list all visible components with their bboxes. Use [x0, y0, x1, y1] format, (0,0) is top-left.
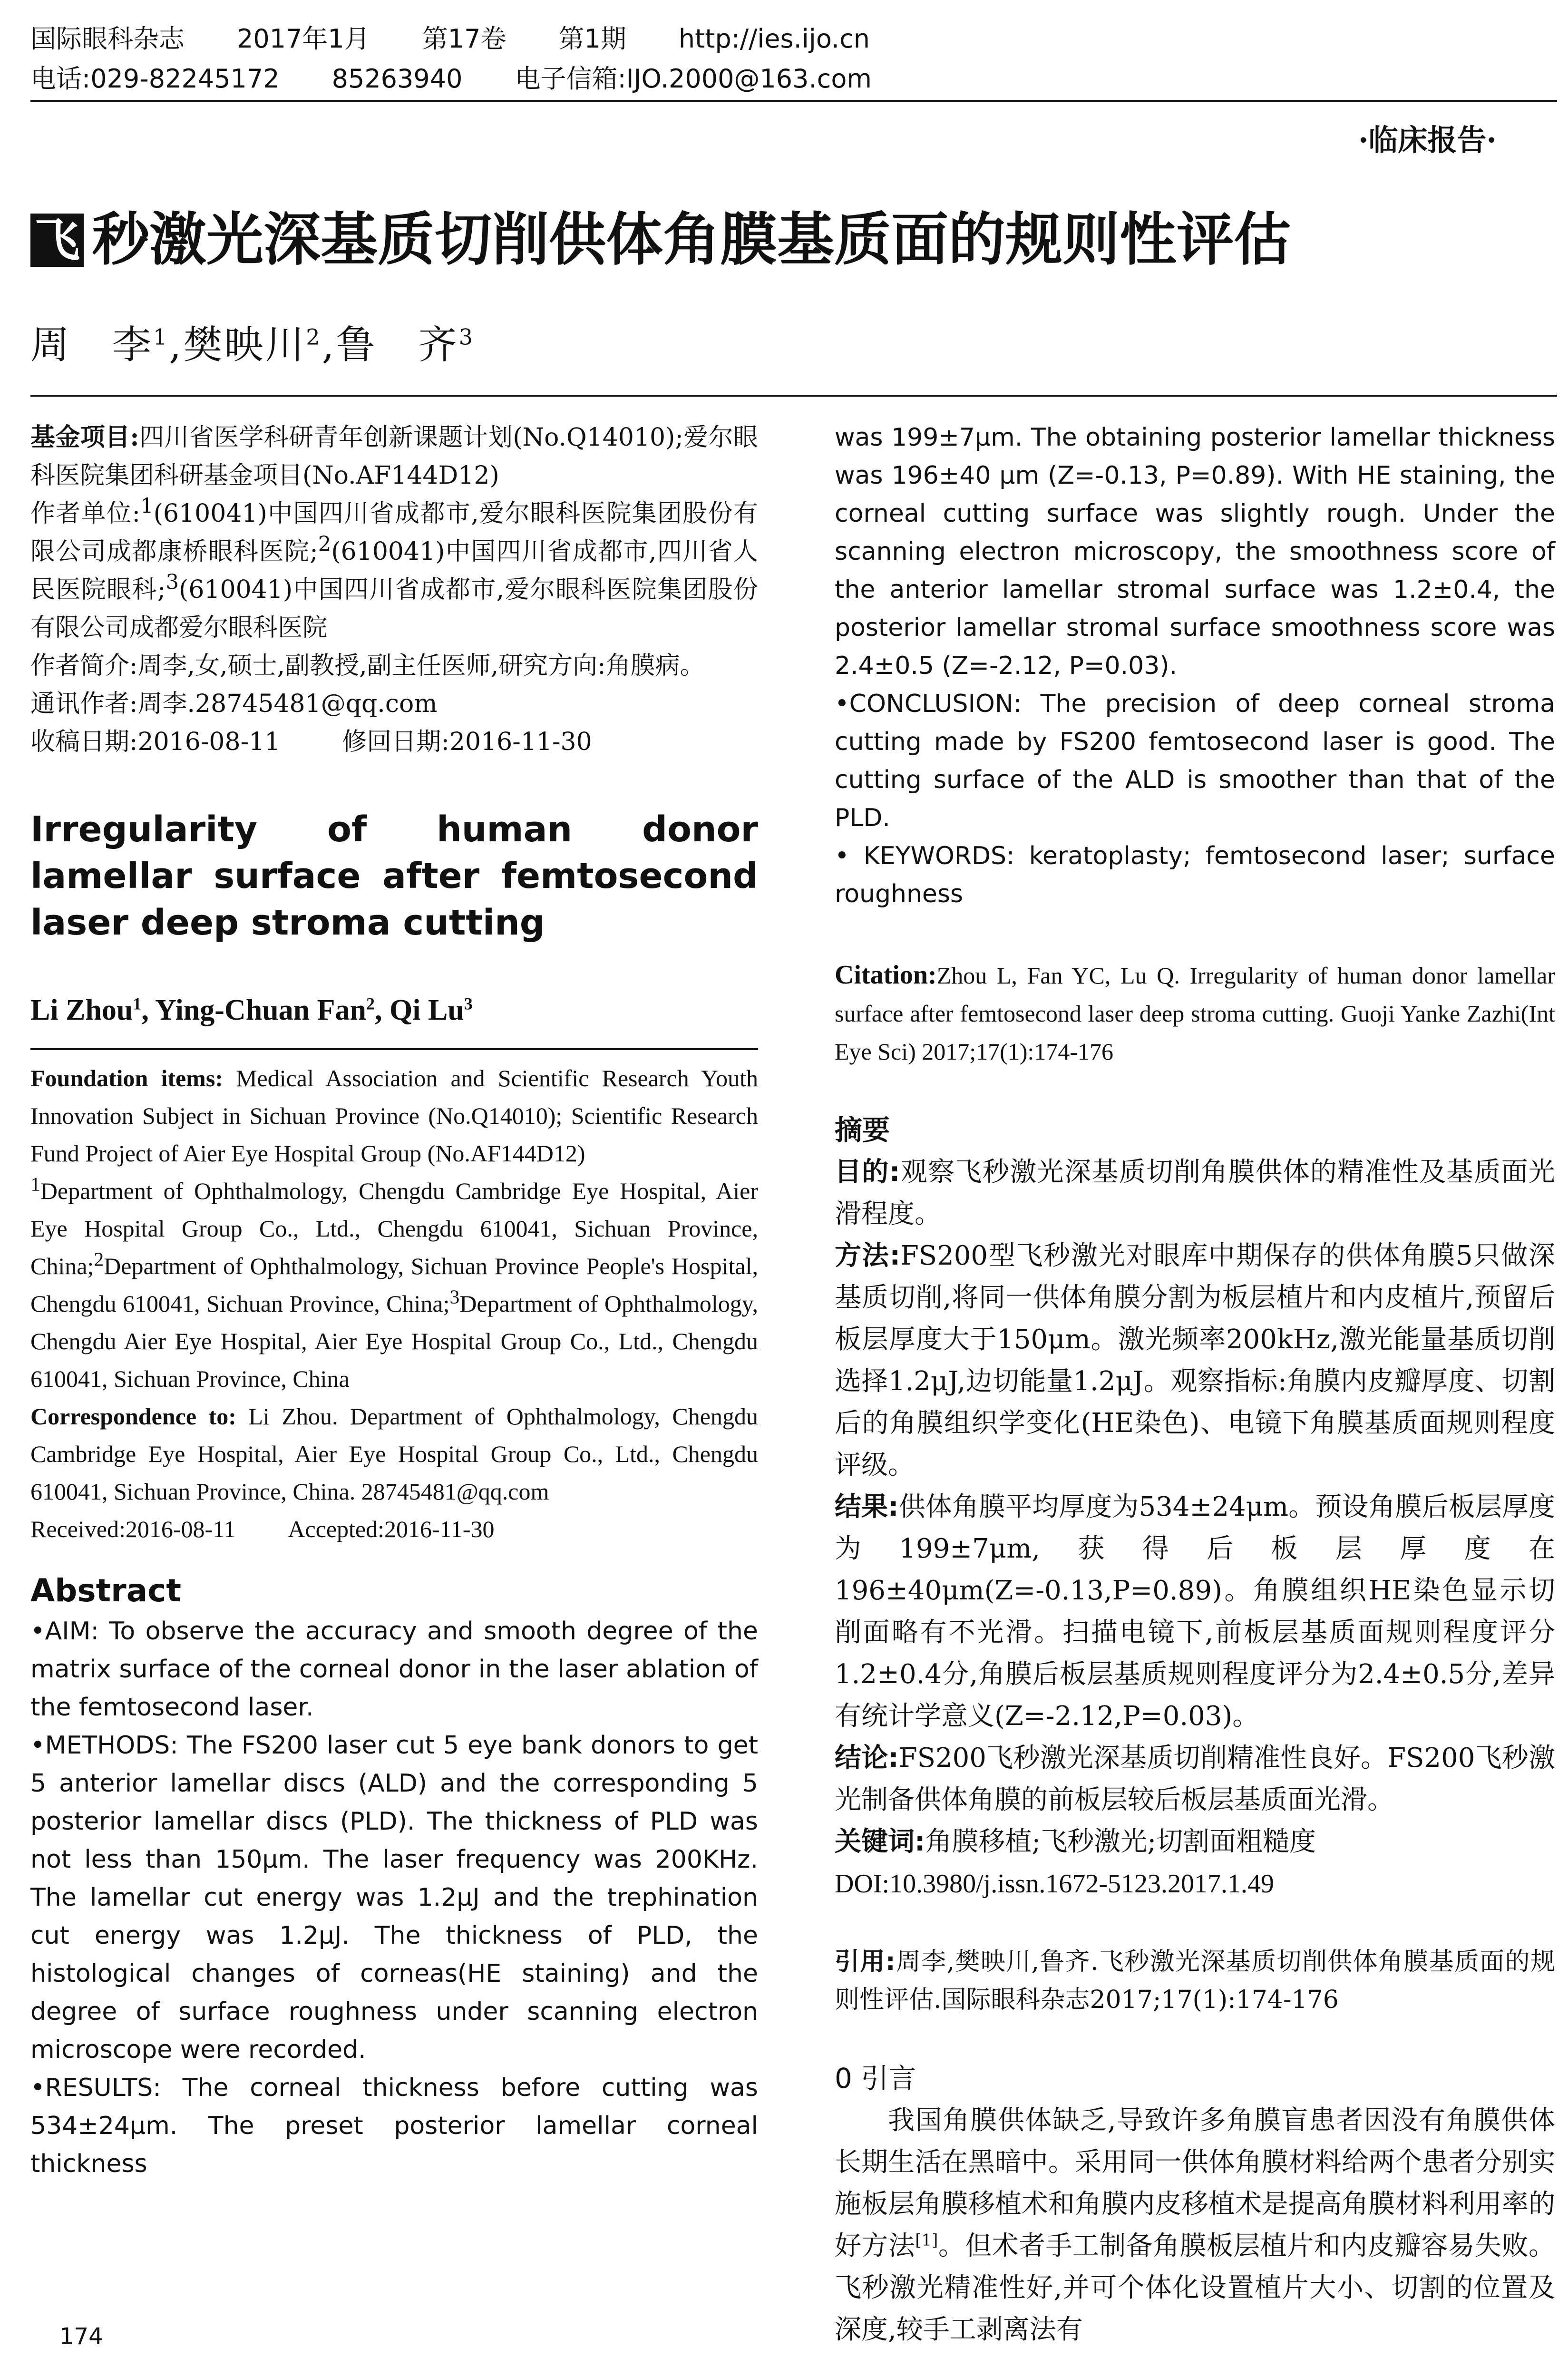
abstract-aim: •AIM: To observe the accuracy and smooth degree of the matrix surface of the corneal donor in the laser ablation of the femtosecond laser. — [30, 1617, 758, 1722]
author-1: 周 李 — [30, 322, 154, 368]
article-title — [30, 205, 1552, 276]
introduction-paragraph — [835, 2100, 1555, 2351]
english-title: Irregularity of human donor lamellar surface after femtosecond laser deep stroma cutting — [30, 809, 758, 943]
correspondence-en — [30, 1398, 758, 1510]
abstract-heading: Abstract — [30, 1572, 181, 1609]
page-number: 174 — [59, 2323, 103, 2350]
methods-text: FS200型飞秒激光对眼库中期保存的供体角膜5只做深基质切削,将同一供体角膜分割为板层植片和内皮植片,预留后板层厚度大于150μm。激光频率200kHz,激光能量基质切削选择1.2μJ,边切能量1.2μJ。观察指标:角膜内皮瓣厚度、切割后的角膜组织学变化(HE染色)、电镜下角膜基质面规则程度评级。 — [835, 1240, 1555, 1481]
volume: 第17卷 — [422, 24, 506, 54]
accepted-en: Accepted:2016-11-30 — [288, 1516, 495, 1542]
unit-2: (610041)中国四川省成都市,四川省人民医院眼科; — [30, 537, 758, 604]
dept-1-marker: 1 — [30, 1173, 40, 1196]
objective-label: 目的: — [835, 1157, 900, 1188]
conclusion-text: FS200飞秒激光深基质切削精准性良好。FS200飞秒激光制备供体角膜的前板层较后板层基质面光滑。 — [835, 1743, 1555, 1815]
left-column — [30, 419, 758, 2183]
correspondence-text: Li Zhou. Department of Ophthalmology, Chengdu Cambridge Eye Hospital, Aier Eye Hospital Group Co., Ltd., Chengdu 610041, Sichuan Province, China. 28745481@qq.com — [30, 1403, 758, 1505]
phone: 电话:029-82245172 — [30, 64, 280, 94]
title-logo-glyph: 飞 — [30, 214, 84, 267]
phone-2: 85263940 — [331, 64, 463, 94]
header-line-2 — [30, 59, 1557, 99]
keywords-text: 角膜移植;飞秒激光;切割面粗糙度 — [925, 1826, 1316, 1857]
en-author-1-affil: 1 — [133, 994, 142, 1013]
citation-cn-text: 周李,樊映川,鲁齐.飞秒激光深基质切削供体角膜基质面的规则性评估.国际眼科杂志2017;17(1):174-176 — [835, 1948, 1556, 2014]
abstract-conclusion: •CONCLUSION: The precision of deep corneal stroma cutting made by FS200 femtosecond laser is good. The cutting surface of the ALD is smoother than that of the PLD. — [835, 690, 1555, 832]
unit-1: (610041)中国四川省成都市,爱尔眼科医院集团股份有限公司成都康桥眼科医院; — [30, 499, 758, 566]
author-2-affil: 2 — [306, 324, 322, 350]
header-line-1 — [30, 19, 1557, 59]
author-2: 樊映川 — [183, 322, 306, 368]
dept-2: Department of Ophthalmology, Sichuan Province People's Hospital, Chengdu 610041, Sichuan Province, China; — [30, 1253, 758, 1317]
english-front-matter — [30, 1060, 758, 1548]
citation-cn — [835, 1943, 1555, 2019]
en-author-3-affil: 3 — [464, 994, 473, 1013]
header-rule — [30, 100, 1557, 102]
doi: DOI:10.3980/j.issn.1672-5123.2017.1.49 — [835, 1869, 1274, 1899]
issue-number: 第1期 — [558, 24, 626, 54]
foundation-cn — [30, 419, 758, 495]
citation-cn-label: 引用: — [835, 1948, 896, 1976]
intro-text-b: 。但术者手工制备角膜板层植片和内皮瓣容易失败。飞秒激光精准性好,并可个体化设置植片大小、切割的位置及深度,较手工剥离法有 — [835, 2231, 1556, 2345]
foundation-label: 基金项目: — [30, 423, 139, 452]
abstract-cn-conclusion — [835, 1737, 1555, 1821]
right-column — [835, 419, 1555, 2351]
email: 电子信箱:IJO.2000@163.com — [515, 64, 872, 94]
abstract-cn-results — [835, 1486, 1555, 1737]
revised-date: 修回日期:2016-11-30 — [342, 728, 592, 756]
intro-reference: [1] — [915, 2231, 938, 2250]
unit-label: 作者单位: — [30, 499, 141, 528]
conclusion-label: 结论: — [835, 1743, 899, 1773]
abstract-cn-heading: 摘要 — [835, 1114, 890, 1146]
abstract-results-cont: was 199±7μm. The obtaining posterior lamellar thickness was 196±40 μm (Z=-0.13, P=0.89). With HE staining, the corneal cutting surface was slightly rough. Under the scanning electron microscopy, the smoothness score of the anterior lamellar stromal surface was 1.2±0.4, the posterior lamellar stromal surface smoothness score was 2.4±0.5 (Z=-2.12, P=0.03). — [835, 423, 1555, 680]
en-author-3: , Qi Lu — [375, 994, 464, 1026]
citation-label: Citation: — [835, 960, 937, 990]
correspondence-label: Correspondence to: — [30, 1403, 236, 1430]
foundation-en — [30, 1060, 758, 1172]
abstract-cn-objective — [835, 1151, 1555, 1235]
intro-text-a: 我国角膜供体缺乏,导致许多角膜盲患者因没有角膜供体长期生活在黑暗中。采用同一供体角膜材料给两个患者分别实施板层角膜移植术和角膜内皮移植术是提高角膜材料利用率的好方法 — [835, 2105, 1555, 2261]
keywords-label: 关键词: — [835, 1826, 925, 1857]
unit-1-marker: 1 — [140, 494, 154, 518]
foundation-text: 四川省医学科研青年创新课题计划(No.Q14010);爱尔眼科医院集团科研基金项目(No.AF144D12) — [30, 423, 758, 490]
en-author-2-affil: 2 — [366, 994, 375, 1013]
abstract-cn-keywords — [835, 1821, 1555, 1863]
dept-2-marker: 2 — [94, 1248, 104, 1271]
author-3: 鲁 齐 — [336, 322, 459, 368]
journal-header — [30, 19, 1557, 99]
title-text: 秒激光深基质切削供体角膜基质面的规则性评估 — [92, 207, 1291, 273]
foundation-en-text: Medical Association and Scientific Research Youth Innovation Subject in Sichuan Province (No.Q14010); Scientific Research Fund Project of Aier Eye Hospital Group (No.AF144D12) — [30, 1065, 758, 1167]
dept-3-marker: 3 — [449, 1286, 460, 1308]
column-rule — [30, 1048, 758, 1050]
citation-text: Zhou L, Fan YC, Lu Q. Irregularity of human donor lamellar surface after femtosecond laser deep stroma cutting. Guoji Yanke Zazhi(Int Eye Sci) 2017;17(1):174-176 — [835, 962, 1555, 1065]
english-authors — [30, 991, 758, 1029]
foundation-en-label: Foundation items: — [30, 1065, 223, 1091]
introduction-heading: 0 引言 — [835, 2062, 916, 2094]
journal-name: 国际眼科杂志 — [30, 24, 185, 54]
abstract-keywords: • KEYWORDS: keratoplasty; femtosecond laser; surface roughness — [835, 842, 1555, 908]
citation-en — [835, 956, 1555, 1071]
units-cn — [30, 495, 758, 647]
departments-en — [30, 1172, 758, 1398]
en-author-2: , Ying-Chuan Fan — [141, 994, 367, 1026]
dept-3: Department of Ophthalmology, Chengdu Aier Eye Hospital, Aier Eye Hospital Group Co., Ltd., Chengdu 610041, Sichuan Province, China — [30, 1290, 759, 1392]
dept-1: Department of Ophthalmology, Chengdu Cambridge Eye Hospital, Aier Eye Hospital Group Co., Ltd., Chengdu 610041, Sichuan Province, China; — [30, 1178, 758, 1279]
abstract-results-start: •RESULTS: The corneal thickness before cutting was 534±24μm. The preset posterior lamellar corneal thickness — [30, 2074, 758, 2178]
author-bio: 作者简介:周李,女,硕士,副教授,副主任医师,研究方向:角膜病。 — [30, 652, 705, 680]
results-label: 结果: — [835, 1491, 899, 1522]
journal-url: http://ies.ijo.cn — [678, 24, 870, 54]
received-en: Received:2016-08-11 — [30, 1516, 236, 1542]
received-date: 收稿日期:2016-08-11 — [30, 728, 281, 756]
corresponding-author: 通讯作者:周李.28745481@qq.com — [30, 690, 438, 718]
author-1-affil: 1 — [153, 324, 169, 350]
unit-3-marker: 3 — [166, 570, 179, 594]
abstract-methods: •METHODS: The FS200 laser cut 5 eye bank donors to get 5 anterior lamellar discs (ALD) and the corresponding 5 posterior lamellar discs (PLD). The thickness of PLD was not less than 150μm. The laser frequency was 200KHz. The lamellar cut energy was 1.2μJ and the trephination cut energy was 1.2μJ. The thickness of PLD, the histological changes of corneas(HE staining) and the degree of surface roughness under scanning electron microscope were recorded. — [30, 1731, 758, 2064]
unit-3: (610041)中国四川省成都市,爱尔眼科医院集团股份有限公司成都爱尔眼科医院 — [30, 575, 759, 642]
authors-chinese — [30, 314, 475, 370]
unit-2-marker: 2 — [318, 532, 331, 556]
top-rule — [30, 395, 1557, 397]
issue-date: 2017年1月 — [237, 24, 370, 54]
dates-cn — [30, 723, 758, 761]
abstract-cn-methods — [835, 1235, 1555, 1486]
en-author-1: Li Zhou — [30, 994, 133, 1026]
author-3-affil: 3 — [458, 324, 475, 350]
section-label: ·临床报告· — [1358, 123, 1497, 157]
author-separator: , — [169, 322, 184, 368]
dates-en — [30, 1510, 758, 1548]
objective-text: 观察飞秒激光深基质切削角膜供体的精准性及基质面光滑程度。 — [835, 1157, 1555, 1229]
methods-label: 方法: — [835, 1240, 900, 1271]
results-text: 供体角膜平均厚度为534±24μm。预设角膜后板层厚度为199±7μm,获得后板层厚度在196±40μm(Z=-0.13,P=0.89)。角膜组织HE染色显示切削面略有不光滑。扫描电镜下,前板层基质面规则程度评分1.2±0.4分,角膜后板层基质规则程度评分为2.4±0.5分,差异有统计学意义(Z=-2.12,P=0.03)。 — [835, 1491, 1556, 1732]
author-separator: , — [321, 322, 336, 368]
